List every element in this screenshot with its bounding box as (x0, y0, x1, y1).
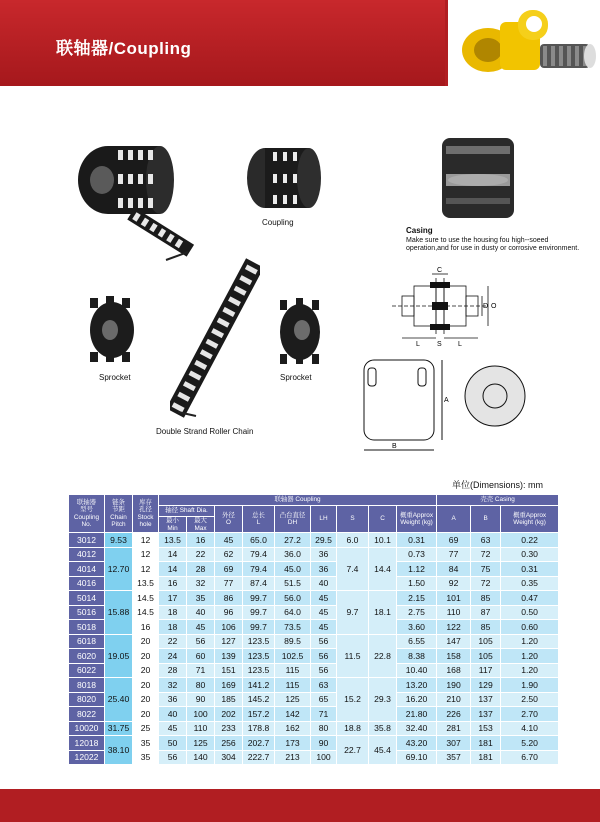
cell-max: 35 (187, 591, 215, 606)
cell-l: 141.2 (243, 678, 275, 693)
cell-lh: 45 (311, 591, 337, 606)
cell-chain-pitch: 12.70 (105, 547, 133, 591)
cell-s: 7.4 (337, 547, 369, 591)
unit-label: 单位(Dimensions): mm (452, 480, 544, 490)
cell-b: 72 (471, 576, 501, 591)
cell-a: 110 (437, 605, 471, 620)
cell-min: 18 (159, 620, 187, 635)
cell-weight: 43.20 (397, 736, 437, 751)
cell-c: 14.4 (369, 547, 397, 591)
cell-coupling-no: 6022 (69, 663, 105, 678)
cell-chain-pitch: 31.75 (105, 721, 133, 736)
cell-a: 210 (437, 692, 471, 707)
cell-b: 181 (471, 750, 501, 765)
cell-min: 45 (159, 721, 187, 736)
cell-coupling-no: 6020 (69, 649, 105, 664)
cell-min: 50 (159, 736, 187, 751)
cell-l: 99.7 (243, 605, 275, 620)
casing-title: Casing (406, 226, 433, 235)
cell-s: 9.7 (337, 591, 369, 635)
cell-casing-weight: 0.35 (501, 576, 559, 591)
header-stock: 库存 孔径 Stock hole (133, 495, 159, 533)
cell-o: 106 (215, 620, 243, 635)
cell-o: 202 (215, 707, 243, 722)
cell-dh: 89.5 (275, 634, 311, 649)
cell-weight: 1.12 (397, 562, 437, 577)
cell-min: 14 (159, 562, 187, 577)
cell-lh: 56 (311, 649, 337, 664)
cell-lh: 63 (311, 678, 337, 693)
cell-dh: 115 (275, 678, 311, 693)
cell-weight: 16.20 (397, 692, 437, 707)
cell-l: 87.4 (243, 576, 275, 591)
cell-o: 45 (215, 533, 243, 548)
cell-c: 18.1 (369, 591, 397, 635)
cell-lh: 36 (311, 547, 337, 562)
cell-coupling-no: 6018 (69, 634, 105, 649)
cell-weight: 69.10 (397, 750, 437, 765)
cell-max: 80 (187, 678, 215, 693)
cell-casing-weight: 4.10 (501, 721, 559, 736)
dim-label-c: C (437, 267, 443, 274)
cell-l: 65.0 (243, 533, 275, 548)
cell-b: 87 (471, 605, 501, 620)
cell-max: 16 (187, 533, 215, 548)
cell-l: 79.4 (243, 547, 275, 562)
cell-l: 157.2 (243, 707, 275, 722)
cell-coupling-no: 3012 (69, 533, 105, 548)
cell-casing-weight: 1.90 (501, 678, 559, 693)
table-row (69, 547, 559, 562)
cell-o: 304 (215, 750, 243, 765)
header-b: B (471, 506, 501, 533)
cell-b: 105 (471, 649, 501, 664)
cell-lh: 100 (311, 750, 337, 765)
cell-min: 56 (159, 750, 187, 765)
cell-l: 123.5 (243, 649, 275, 664)
coupling-assembly-illustration (70, 128, 200, 268)
table-row (69, 750, 559, 765)
cell-casing-weight: 2.70 (501, 707, 559, 722)
cell-o: 62 (215, 547, 243, 562)
cell-max: 40 (187, 605, 215, 620)
cell-o: 69 (215, 562, 243, 577)
footer-bar (0, 789, 600, 822)
cell-min: 13.5 (159, 533, 187, 548)
cell-a: 307 (437, 736, 471, 751)
dim-label-o: O (491, 303, 497, 310)
cell-weight: 0.31 (397, 533, 437, 548)
cell-l: 222.7 (243, 750, 275, 765)
roller-chain-illustration (170, 252, 260, 424)
cell-o: 127 (215, 634, 243, 649)
coupling-caption: Coupling (262, 218, 294, 227)
header-min: 最小 Min (159, 517, 187, 533)
cell-c: 10.1 (369, 533, 397, 548)
cell-weight: 2.75 (397, 605, 437, 620)
table-row (69, 591, 559, 606)
cell-max: 60 (187, 649, 215, 664)
cell-dh: 51.5 (275, 576, 311, 591)
cell-casing-weight: 5.20 (501, 736, 559, 751)
cell-o: 139 (215, 649, 243, 664)
cell-max: 45 (187, 620, 215, 635)
cell-b: 137 (471, 692, 501, 707)
cell-dh: 102.5 (275, 649, 311, 664)
spec-table (68, 494, 559, 765)
cell-b: 153 (471, 721, 501, 736)
header-banner (0, 0, 600, 86)
casing-description: Make sure to use the housing fou high--soeed operation,and for use in dusty or corrosive environment. (406, 236, 580, 252)
cell-o: 151 (215, 663, 243, 678)
header-casing-group: 壳壳 Casing (437, 495, 559, 506)
sprocket-left-illustration (84, 296, 142, 362)
cell-l: 123.5 (243, 634, 275, 649)
cell-lh: 71 (311, 707, 337, 722)
cell-l: 145.2 (243, 692, 275, 707)
header-o: 外径 O (215, 506, 243, 533)
cell-chain-pitch: 38.10 (105, 736, 133, 765)
cell-stock-hole: 20 (133, 634, 159, 649)
cell-weight: 6.55 (397, 634, 437, 649)
cell-lh: 45 (311, 620, 337, 635)
cell-a: 84 (437, 562, 471, 577)
cell-coupling-no: 5016 (69, 605, 105, 620)
coupling-dimension-drawing (392, 264, 502, 350)
cell-lh: 29.5 (311, 533, 337, 548)
cell-a: 77 (437, 547, 471, 562)
cell-b: 63 (471, 533, 501, 548)
cell-s: 15.2 (337, 678, 369, 722)
cell-dh: 173 (275, 736, 311, 751)
cell-a: 101 (437, 591, 471, 606)
cell-dh: 142 (275, 707, 311, 722)
cell-stock-hole: 20 (133, 649, 159, 664)
table-row (69, 605, 559, 620)
cell-stock-hole: 20 (133, 692, 159, 707)
cell-o: 256 (215, 736, 243, 751)
cell-l: 99.7 (243, 591, 275, 606)
table-row (69, 649, 559, 664)
cell-dh: 162 (275, 721, 311, 736)
cell-l: 123.5 (243, 663, 275, 678)
cell-max: 90 (187, 692, 215, 707)
cell-stock-hole: 35 (133, 736, 159, 751)
table-row (69, 576, 559, 591)
casing-photo (438, 134, 518, 222)
cell-a: 122 (437, 620, 471, 635)
cell-casing-weight: 1.20 (501, 649, 559, 664)
dim-label-s: S (437, 341, 442, 348)
casing-dimension-drawing (350, 352, 530, 456)
cell-lh: 56 (311, 634, 337, 649)
cell-coupling-no: 8020 (69, 692, 105, 707)
cell-coupling-no: 12022 (69, 750, 105, 765)
header-max: 最大 Max (187, 517, 215, 533)
cell-b: 85 (471, 591, 501, 606)
header-model: 联轴器 型号 Coupling No. (69, 495, 105, 533)
cell-casing-weight: 2.50 (501, 692, 559, 707)
cell-lh: 65 (311, 692, 337, 707)
cell-casing-weight: 0.31 (501, 562, 559, 577)
cell-weight: 32.40 (397, 721, 437, 736)
sprocket-left-caption: Sprocket (99, 373, 131, 382)
cell-b: 72 (471, 547, 501, 562)
cell-stock-hole: 25 (133, 721, 159, 736)
cell-l: 79.4 (243, 562, 275, 577)
cell-dh: 125 (275, 692, 311, 707)
cell-stock-hole: 13.5 (133, 576, 159, 591)
cell-casing-weight: 6.70 (501, 750, 559, 765)
dim-label-l-left: L (416, 341, 420, 348)
cell-lh: 40 (311, 576, 337, 591)
page-title: 联轴器/Coupling (56, 39, 192, 58)
cell-coupling-no: 12018 (69, 736, 105, 751)
header-pitch: 链条 节距 Chain Pitch (105, 495, 133, 533)
cell-c: 29.3 (369, 678, 397, 722)
header-coupling-group: 联轴器 Coupling (159, 495, 437, 506)
sprocket-right-caption: Sprocket (280, 373, 312, 382)
cell-chain-pitch: 19.05 (105, 634, 133, 678)
cell-max: 100 (187, 707, 215, 722)
cell-s: 11.5 (337, 634, 369, 678)
cell-weight: 10.40 (397, 663, 437, 678)
cell-max: 28 (187, 562, 215, 577)
cell-stock-hole: 12 (133, 533, 159, 548)
chain-caption: Double Strand Roller Chain (156, 427, 254, 436)
table-row (69, 663, 559, 678)
header-lh: LH (311, 506, 337, 533)
cell-max: 32 (187, 576, 215, 591)
table-row (69, 620, 559, 635)
cell-coupling-no: 5014 (69, 591, 105, 606)
cell-weight: 1.50 (397, 576, 437, 591)
dim-label-l-right: L (458, 341, 462, 348)
cell-dh: 115 (275, 663, 311, 678)
cell-l: 99.7 (243, 620, 275, 635)
table-row (69, 736, 559, 751)
cell-min: 40 (159, 707, 187, 722)
cell-min: 17 (159, 591, 187, 606)
cell-max: 56 (187, 634, 215, 649)
cell-lh: 56 (311, 663, 337, 678)
cell-coupling-no: 10020 (69, 721, 105, 736)
cell-casing-weight: 0.30 (501, 547, 559, 562)
cell-max: 71 (187, 663, 215, 678)
cell-a: 158 (437, 649, 471, 664)
cell-dh: 27.2 (275, 533, 311, 548)
table-row (69, 634, 559, 649)
cell-l: 178.8 (243, 721, 275, 736)
cell-c: 35.8 (369, 721, 397, 736)
cell-casing-weight: 1.20 (501, 634, 559, 649)
cell-weight: 3.60 (397, 620, 437, 635)
cell-s: 18.8 (337, 721, 369, 736)
header-a: A (437, 506, 471, 533)
cell-max: 22 (187, 547, 215, 562)
cell-stock-hole: 20 (133, 663, 159, 678)
cell-dh: 73.5 (275, 620, 311, 635)
cell-stock-hole: 12 (133, 547, 159, 562)
cell-b: 75 (471, 562, 501, 577)
cell-s: 6.0 (337, 533, 369, 548)
spec-table-body (69, 533, 559, 765)
cell-l: 202.7 (243, 736, 275, 751)
cell-dh: 213 (275, 750, 311, 765)
header-weight: 概重Approx Weight (kg) (397, 506, 437, 533)
cell-lh: 80 (311, 721, 337, 736)
header-casing-weight: 概重Approx Weight (kg) (501, 506, 559, 533)
table-row (69, 707, 559, 722)
cell-weight: 21.80 (397, 707, 437, 722)
cell-dh: 36.0 (275, 547, 311, 562)
table-row (69, 692, 559, 707)
cell-stock-hole: 35 (133, 750, 159, 765)
cell-a: 226 (437, 707, 471, 722)
table-row (69, 533, 559, 548)
cell-min: 18 (159, 605, 187, 620)
cell-casing-weight: 0.60 (501, 620, 559, 635)
cell-casing-weight: 1.20 (501, 663, 559, 678)
coupling-illustration (243, 138, 328, 218)
cell-a: 190 (437, 678, 471, 693)
header-l: 总长 L (243, 506, 275, 533)
header-shaft-dia: 轴径 Shaft Dia. (159, 506, 215, 517)
cell-b: 181 (471, 736, 501, 751)
sprocket-right-illustration (274, 298, 326, 364)
cell-o: 86 (215, 591, 243, 606)
cell-stock-hole: 14.5 (133, 591, 159, 606)
cell-casing-weight: 0.50 (501, 605, 559, 620)
cell-weight: 2.15 (397, 591, 437, 606)
cell-weight: 8.38 (397, 649, 437, 664)
cell-chain-pitch: 15.88 (105, 591, 133, 635)
cell-o: 77 (215, 576, 243, 591)
cell-s: 22.7 (337, 736, 369, 765)
cell-stock-hole: 20 (133, 678, 159, 693)
cell-o: 233 (215, 721, 243, 736)
cell-max: 140 (187, 750, 215, 765)
cell-a: 168 (437, 663, 471, 678)
cell-max: 110 (187, 721, 215, 736)
cell-chain-pitch: 25.40 (105, 678, 133, 722)
cell-o: 185 (215, 692, 243, 707)
cell-casing-weight: 0.47 (501, 591, 559, 606)
cell-coupling-no: 8018 (69, 678, 105, 693)
cell-coupling-no: 4012 (69, 547, 105, 562)
cell-c: 22.8 (369, 634, 397, 678)
cell-lh: 36 (311, 562, 337, 577)
dim-label-a: A (444, 397, 449, 404)
cell-min: 36 (159, 692, 187, 707)
cell-stock-hole: 20 (133, 707, 159, 722)
cell-chain-pitch: 9.53 (105, 533, 133, 548)
cell-coupling-no: 4014 (69, 562, 105, 577)
casing-note (406, 227, 581, 254)
cell-dh: 64.0 (275, 605, 311, 620)
cell-dh: 56.0 (275, 591, 311, 606)
cell-b: 105 (471, 634, 501, 649)
cell-min: 24 (159, 649, 187, 664)
cell-lh: 45 (311, 605, 337, 620)
coupling-photo (448, 0, 600, 86)
cell-a: 357 (437, 750, 471, 765)
header-c: C (369, 506, 397, 533)
cell-stock-hole: 16 (133, 620, 159, 635)
cell-a: 92 (437, 576, 471, 591)
cell-a: 147 (437, 634, 471, 649)
cell-o: 96 (215, 605, 243, 620)
cell-a: 69 (437, 533, 471, 548)
table-row (69, 562, 559, 577)
cell-lh: 90 (311, 736, 337, 751)
cell-b: 117 (471, 663, 501, 678)
cell-min: 28 (159, 663, 187, 678)
cell-coupling-no: 8022 (69, 707, 105, 722)
cell-o: 169 (215, 678, 243, 693)
cell-dh: 45.0 (275, 562, 311, 577)
cell-b: 85 (471, 620, 501, 635)
header-dh: 凸台直径 DH (275, 506, 311, 533)
table-row (69, 721, 559, 736)
cell-min: 16 (159, 576, 187, 591)
cell-stock-hole: 12 (133, 562, 159, 577)
cell-b: 137 (471, 707, 501, 722)
cell-min: 32 (159, 678, 187, 693)
cell-a: 281 (437, 721, 471, 736)
cell-min: 14 (159, 547, 187, 562)
cell-weight: 13.20 (397, 678, 437, 693)
cell-stock-hole: 14.5 (133, 605, 159, 620)
cell-b: 129 (471, 678, 501, 693)
dim-label-b: B (392, 443, 397, 450)
cell-max: 125 (187, 736, 215, 751)
dim-label-d: D (483, 303, 489, 310)
cell-casing-weight: 0.22 (501, 533, 559, 548)
header-s: S (337, 506, 369, 533)
cell-min: 22 (159, 634, 187, 649)
table-row (69, 678, 559, 693)
cell-coupling-no: 4016 (69, 576, 105, 591)
cell-coupling-no: 5018 (69, 620, 105, 635)
cell-c: 45.4 (369, 736, 397, 765)
cell-weight: 0.73 (397, 547, 437, 562)
